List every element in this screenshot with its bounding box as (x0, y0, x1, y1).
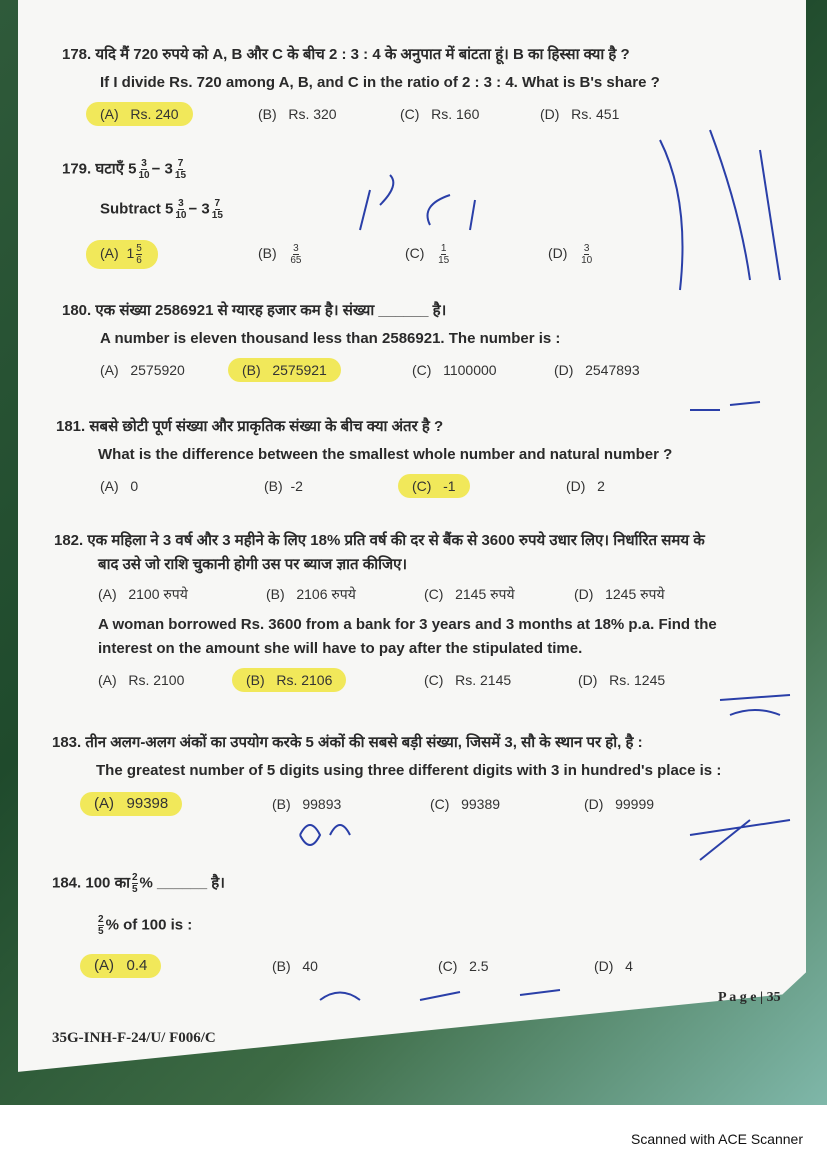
scribble-184 (320, 990, 560, 1000)
q181-option-d[interactable]: (D) 2 (566, 478, 605, 494)
q183-option-d[interactable]: (D) 99999 (584, 796, 655, 812)
q182-hindi-option-c: (C) 2145 रुपये (424, 586, 515, 602)
q182-hindi-option-d: (D) 1245 रुपये (574, 586, 665, 602)
q184-english: $\frac{2}{5}$ % of 100 is : (98, 914, 193, 937)
q183-option-a[interactable]: (A) 99398 (80, 792, 182, 816)
q179-option-a[interactable]: (A) 1 $\frac{5}{6}$ (86, 240, 158, 269)
q178-option-c[interactable]: (C) Rs. 160 (400, 106, 480, 122)
q184-option-b[interactable]: (B) 40 (272, 958, 318, 974)
q180-option-a[interactable]: (A) 2575920 (100, 362, 185, 378)
page-number: P a g e | 35 (718, 990, 781, 1005)
q184-option-a[interactable]: (A) 0.4 (80, 954, 161, 978)
q178-option-d[interactable]: (D) Rs. 451 (540, 106, 620, 122)
scribble-179 (360, 175, 475, 230)
q180-english: A number is eleven thousand less than 2586921. The number is : (100, 330, 561, 347)
q179-english: Subtract 5 $\frac{3}{10}$ − 3 $\frac{7}{15}$ (100, 198, 223, 221)
q180-option-d[interactable]: (D) 2547893 (554, 362, 640, 378)
scribble-right (660, 130, 780, 290)
q182-hindi: 182. एक महिला ने 3 वर्ष और 3 महीने के लिए 18% प्रति वर्ष की दर से बैंक से 3600 रुपये उधार लिए। निर्धारित समय के (54, 532, 705, 549)
q183-hindi: 183. तीन अलग-अलग अंकों का उपयोग करके 5 अंकों की सबसे बड़ी संख्या, जिसमें 3, सौ के स्थान पर हो, है : (52, 734, 643, 751)
q180-option-c[interactable]: (C) 1100000 (412, 362, 497, 378)
q182-english: A woman borrowed Rs. 3600 from a bank for 3 years and 3 months at 18% p.a. Find the (98, 616, 717, 633)
q182-english-line2: interest on the amount she will have to pay after the stipulated time. (98, 640, 583, 657)
paper-code: 35G-INH-F-24/U/ F006/C (52, 1030, 216, 1046)
q182-option-b[interactable]: (B) Rs. 2106 (232, 668, 346, 692)
q178-option-b[interactable]: (B) Rs. 320 (258, 106, 337, 122)
q184-option-c[interactable]: (C) 2.5 (438, 958, 489, 974)
q179-option-c[interactable]: (C) $\frac{1}{15}$ (405, 243, 450, 266)
scribble-183 (300, 820, 790, 860)
q179-option-b[interactable]: (B) $\frac{3}{65}$ (258, 243, 302, 266)
q182-option-a[interactable]: (A) Rs. 2100 (98, 672, 185, 688)
q180-option-b[interactable]: (B) 2575921 (228, 358, 341, 382)
q182-hindi-option-b: (B) 2106 रुपये (266, 586, 356, 602)
q180-hindi: 180. एक संख्या 2586921 से ग्यारह हजार कम है। संख्या ______ है। (62, 302, 447, 319)
q179-option-d[interactable]: (D) $\frac{3}{10}$ (548, 243, 593, 266)
q181-option-c[interactable]: (C) -1 (398, 474, 470, 498)
q181-hindi: 181. सबसे छोटी पूर्ण संख्या और प्राकृतिक संख्या के बीच क्या अंतर है ? (56, 418, 444, 435)
scribble-182 (720, 695, 790, 715)
q178-hindi: 178. यदि मैं 720 रुपये को A, B और C के बीच 2 : 3 : 4 के अनुपात में बांटता हूं। B का हिस्सा क्या है ? (62, 46, 630, 63)
q178-english: If I divide Rs. 720 among A, B, and C in the ratio of 2 : 3 : 4. What is B's share ? (100, 74, 660, 91)
q184-hindi: 184. 100 का $\frac{2}{5}$ % ______ है। (52, 872, 225, 895)
q181-english: What is the difference between the smallest whole number and natural number ? (98, 446, 673, 463)
q182-option-d[interactable]: (D) Rs. 1245 (578, 672, 666, 688)
q183-option-c[interactable]: (C) 99389 (430, 796, 501, 812)
q181-option-a[interactable]: (A) 0 (100, 478, 139, 494)
q178-option-a[interactable]: (A) Rs. 240 (86, 102, 193, 126)
scanner-watermark: Scanned with ACE Scanner (631, 1131, 803, 1147)
q182-hindi-line2: बाद उसे जो राशि चुकानी होगी उस पर ब्याज ज्ञात कीजिए। (98, 556, 408, 573)
q182-hindi-option-a: (A) 2100 रुपये (98, 586, 188, 602)
q183-english: The greatest number of 5 digits using three different digits with 3 in hundred's place is : (96, 762, 722, 779)
scribble-181 (690, 402, 760, 410)
q183-option-b[interactable]: (B) 99893 (272, 796, 342, 812)
q179-hindi: 179. घटाएँ 5 $\frac{3}{10}$ − 3 $\frac{7}{15}$ (62, 158, 187, 181)
q184-option-d[interactable]: (D) 4 (594, 958, 633, 974)
q181-option-b[interactable]: (B) -2 (264, 478, 303, 494)
q182-option-c[interactable]: (C) Rs. 2145 (424, 672, 512, 688)
